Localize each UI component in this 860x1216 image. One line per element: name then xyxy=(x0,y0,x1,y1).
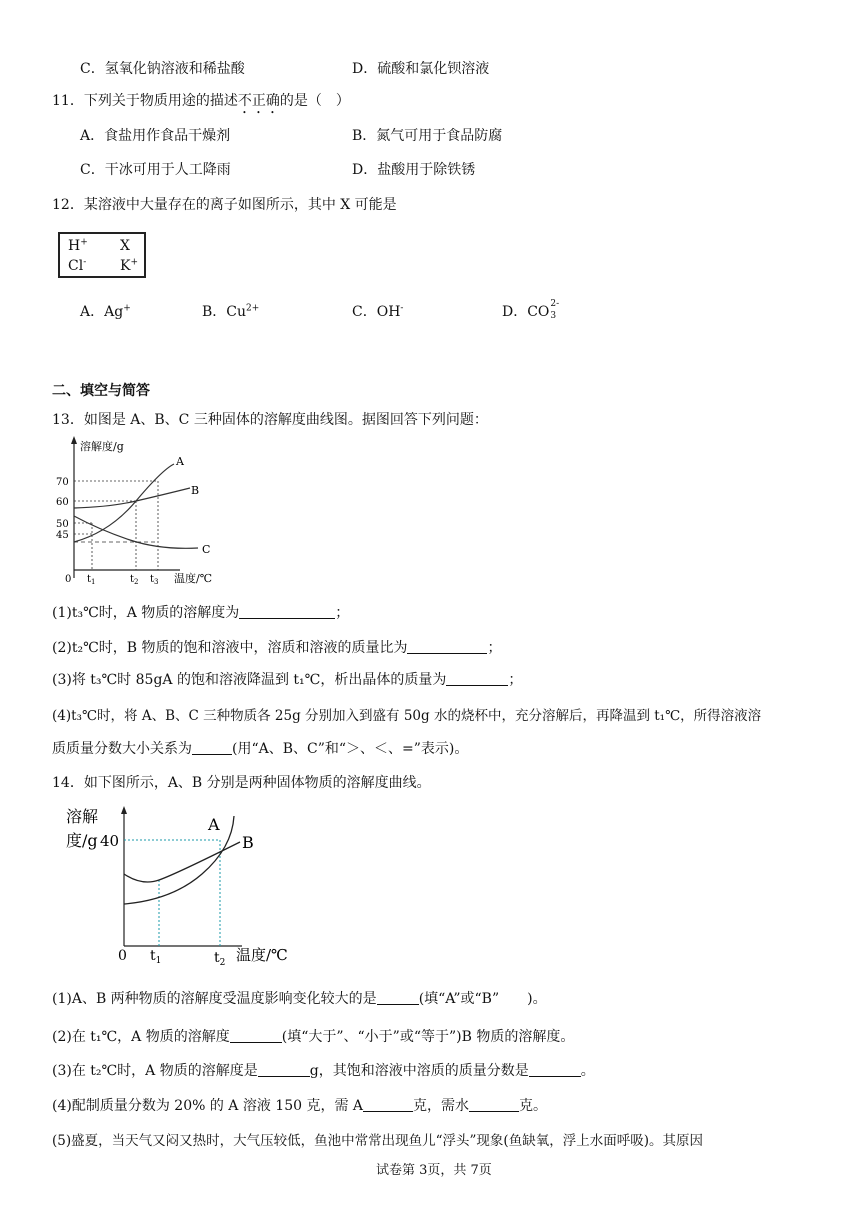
q11-stem xyxy=(52,92,350,117)
q14-blank-2[interactable] xyxy=(230,1028,282,1043)
q13-blank-4[interactable] xyxy=(192,740,232,755)
q14-ytick-40: 40 xyxy=(100,832,120,850)
q14-origin: 0 xyxy=(118,948,127,964)
q13-label-a: A xyxy=(176,455,184,468)
ion-box xyxy=(58,232,146,278)
q13-xtick-t1: $t_1$ xyxy=(87,574,96,586)
q13-blank-1[interactable] xyxy=(239,604,335,619)
q14-xtick-t1: $t_1$ xyxy=(150,948,162,966)
q13-label-c: C xyxy=(202,543,211,556)
q14-solubility-graph xyxy=(62,800,312,972)
q14-stem: 14．如下图所示，A、B 分别是两种固体物质的溶解度曲线。 xyxy=(52,775,431,791)
q11-option-d: D．盐酸用于除铁锈 xyxy=(352,162,476,178)
q11-stem-pre: 11．下列关于物质用途的描述 xyxy=(52,93,238,109)
q13-blank-3[interactable] xyxy=(446,671,508,686)
q13-part-2: (2)t₂℃时，B 物质的饱和溶液中，溶质和溶液的质量比为 ； xyxy=(52,640,502,656)
q12-option-a: A．Ag+ xyxy=(80,303,131,320)
q14-blank-1[interactable] xyxy=(377,990,419,1005)
q14-label-b: B xyxy=(242,833,254,852)
q14-blank-3b[interactable] xyxy=(529,1062,581,1077)
q12-option-d: D．CO 2- 3 xyxy=(502,299,560,321)
q13-stem: 13．如图是 A、B、C 三种固体的溶解度曲线图。据图回答下列问题： xyxy=(52,412,488,428)
q13-ylabel: 溶解度/g xyxy=(80,440,124,453)
ion-x: X xyxy=(120,238,130,254)
q14-part-1: (1)A、B 两种物质的溶解度受温度影响变化较大的是 (填“A”或“B” )。 xyxy=(52,991,547,1007)
q13-part-4b: 质质量分数大小关系为 (用“A、B、C”和“＞、＜、=”表示)。 xyxy=(52,741,469,757)
q11-option-b: B．氮气可用于食品防腐 xyxy=(352,128,503,144)
ion-k: K+ xyxy=(120,257,139,274)
q14-curve-b xyxy=(124,842,240,882)
q12-option-b: B．$Cu^{2+}$ xyxy=(202,303,260,320)
q14-xlabel: 温度/℃ xyxy=(236,946,288,964)
q14-label-a: A xyxy=(208,815,220,834)
q13-part-3: (3)将 t₃℃时 85gA 的饱和溶液降温到 t₁℃，析出晶体的质量为 ； xyxy=(52,672,523,688)
q13-origin: 0 xyxy=(65,574,72,585)
q14-xtick-t2: $t_2$ xyxy=(214,950,226,968)
q13-blank-2[interactable] xyxy=(407,639,487,654)
q14-blank-4b[interactable] xyxy=(469,1097,519,1112)
page-footer: 试卷第 3页，共 7页 xyxy=(376,1163,492,1178)
q11-stem-emphasis: 不正确 xyxy=(237,93,280,109)
q12-stem: 12．某溶液中大量存在的离子如图所示，其中 X 可能是 xyxy=(52,197,397,213)
q14-ylabel-2: 度/g xyxy=(66,831,98,850)
ion-h: H+ xyxy=(68,237,88,254)
q13-ytick-45: 45 xyxy=(56,530,69,541)
q10-option-d: D．硫酸和氯化钡溶液 xyxy=(352,61,490,77)
q13-ytick-50: 50 xyxy=(56,519,69,530)
q13-ytick-60: 60 xyxy=(56,497,69,508)
q14-blank-3a[interactable] xyxy=(258,1062,310,1077)
q14-part-2: (2)在 t₁℃，A 物质的溶解度 (填“大于”、“小于”或“等于”)B 物质的溶解度。 xyxy=(52,1029,575,1045)
q13-xlabel: 温度/℃ xyxy=(174,572,213,585)
section-heading: 二、填空与简答 xyxy=(52,383,150,399)
q11-stem-post: 的是（ ） xyxy=(279,93,350,109)
q13-part-1: (1)t₃℃时，A 物质的溶解度为 ； xyxy=(52,605,350,621)
q14-ylabel-1: 溶解 xyxy=(66,807,99,826)
ion-cl: Cl- xyxy=(68,257,87,274)
q12-option-c: C．OH- xyxy=(352,303,404,320)
q13-label-b: B xyxy=(191,484,200,497)
q10-option-c: C．氢氧化钠溶液和稀盐酸 xyxy=(80,61,245,77)
q13-solubility-graph xyxy=(50,432,220,592)
q14-part-5: (5)盛夏，当天气又闷又热时，大气压较低，鱼池中常常出现鱼儿“浮头”现象(鱼缺氧，浮上水面呼吸)。其原因 xyxy=(52,1133,703,1149)
q14-part-3: (3)在 t₂℃时，A 物质的溶解度是 g，其饱和溶液中溶质的质量分数是 。 xyxy=(52,1063,595,1079)
q14-blank-4a[interactable] xyxy=(363,1097,413,1112)
q13-xtick-t3: $t_3$ xyxy=(150,574,159,586)
q13-xtick-t2: $t_2$ xyxy=(130,574,139,586)
q11-option-a: A．食盐用作食品干燥剂 xyxy=(80,128,231,144)
q11-option-c: C．干冰可用于人工降雨 xyxy=(80,162,231,178)
q13-ytick-70: 70 xyxy=(56,477,69,488)
q14-part-4: (4)配制质量分数为 20% 的 A 溶液 150 克，需 A 克，需水 克。 xyxy=(52,1098,548,1114)
q13-curve-c xyxy=(74,516,198,548)
q13-part-4a: (4)t₃℃时，将 A、B、C 三种物质各 25g 分别加入到盛有 50g 水的烧杯中，充分溶解后，再降温到 t₁℃，所得溶液溶 xyxy=(52,708,762,724)
